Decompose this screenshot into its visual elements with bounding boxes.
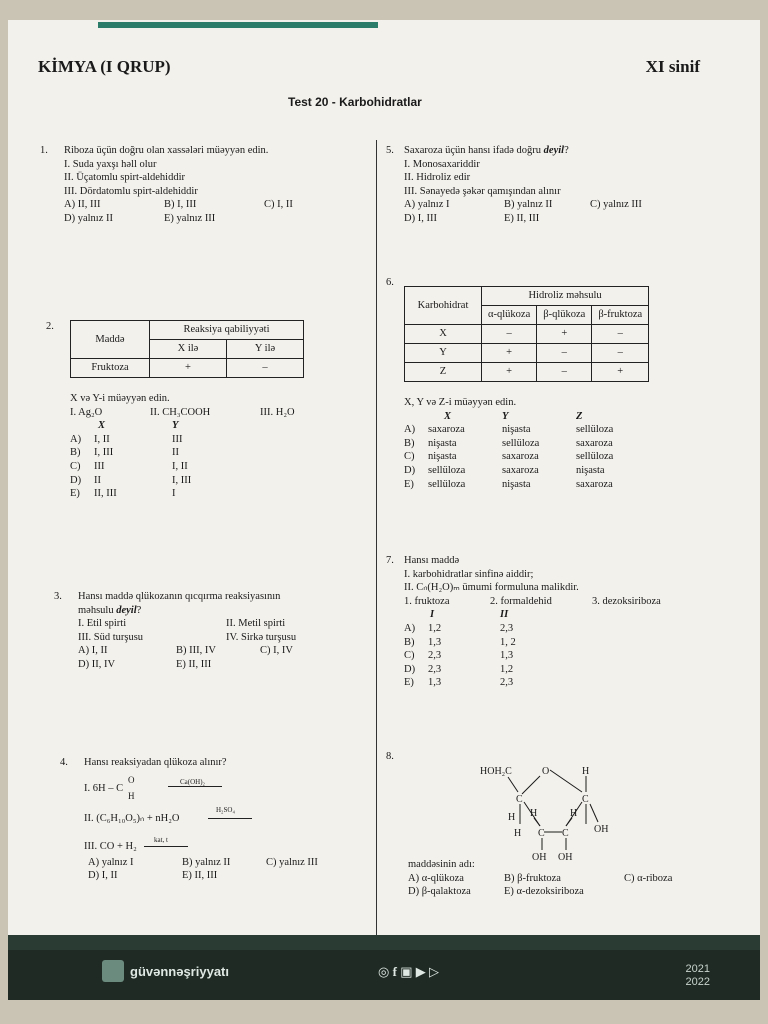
- reaction-2: [84, 805, 374, 830]
- reaction-1: [84, 774, 374, 800]
- column-header: I: [430, 609, 435, 621]
- option-a[interactable]: A) α-qlükoza: [408, 872, 464, 884]
- answer-cell: 1,3: [428, 636, 442, 648]
- struct-text: HOH₂C: [480, 766, 512, 777]
- statement: III. Sənayedə şəkər qamışından alınır: [404, 185, 561, 197]
- struct-text: O: [542, 766, 550, 777]
- table-header: α-qlükoza: [482, 306, 537, 325]
- question-stem: məhsulu: [78, 604, 117, 616]
- globe-icon[interactable]: ◎: [378, 964, 390, 979]
- answer-row[interactable]: [404, 649, 744, 663]
- table-row: [405, 325, 649, 344]
- answer-cell: I: [172, 488, 176, 500]
- subject-title: KİMYA (I QRUP): [38, 57, 171, 76]
- question-3: [54, 590, 370, 672]
- answer-rows: [404, 622, 744, 690]
- option-c[interactable]: C) α-riboza: [624, 872, 673, 884]
- answer-cell: saxaroza: [502, 464, 539, 476]
- struct-text: H: [530, 808, 538, 819]
- question-stem: X, Y və Z-i müəyyən edin.: [404, 397, 517, 408]
- struct-text: OH: [532, 852, 547, 863]
- column-header: X: [98, 420, 106, 432]
- answer-rows: [404, 423, 744, 491]
- option-d[interactable]: D) I, II: [88, 870, 118, 882]
- facebook-icon[interactable]: f: [392, 964, 397, 979]
- question-stem: X və Y-i müəyyən edin.: [70, 393, 170, 404]
- option-e[interactable]: E) II, III: [182, 870, 218, 882]
- question-6: [386, 276, 744, 491]
- table-cell: +: [592, 363, 649, 382]
- answer-cell: I, III: [94, 447, 114, 459]
- column-header: Y: [502, 410, 509, 422]
- question-number: 1.: [40, 145, 48, 156]
- option-item: 3. dezoksiriboza: [592, 595, 661, 607]
- question-number: 2.: [46, 321, 54, 332]
- struct-text: H: [508, 812, 516, 823]
- answer-cell: nişasta: [576, 464, 605, 476]
- answer-cell: nişasta: [428, 451, 457, 463]
- answer-cell: 1,2: [428, 622, 442, 634]
- answer-row[interactable]: [70, 487, 370, 501]
- answer-cell: II, III: [94, 488, 117, 500]
- question-1: [40, 144, 364, 226]
- answer-row[interactable]: [70, 474, 370, 488]
- option-b[interactable]: B) I, III: [164, 199, 197, 211]
- hydrolysis-table: [404, 286, 649, 382]
- answer-row[interactable]: [404, 464, 744, 478]
- answer-cell: 2,3: [500, 622, 514, 634]
- option-c[interactable]: C) I, II: [264, 199, 293, 211]
- answer-cell: saxaroza: [502, 451, 539, 463]
- option-letter: B): [404, 636, 415, 648]
- question-number: 5.: [386, 145, 394, 156]
- question-5: [386, 144, 734, 226]
- publisher-brand: güvənnəşriyyatı: [130, 964, 229, 979]
- option-d[interactable]: D) II, IV: [78, 658, 116, 670]
- answer-cell: III: [172, 433, 183, 445]
- question-stem: Hansı maddə: [404, 555, 460, 566]
- struct-text: C: [516, 794, 523, 805]
- option-d[interactable]: D) yalnız II: [64, 212, 113, 224]
- table-cell: –: [227, 359, 304, 378]
- reaction-formula: II. (C₆H₁₀O₅)ₙ + nH₂O: [84, 812, 180, 824]
- question-stem: maddəsinin adı:: [408, 859, 475, 870]
- worksheet-page: [8, 20, 760, 1000]
- answer-row[interactable]: [404, 636, 744, 650]
- answer-cell: I, II: [172, 460, 188, 472]
- option-e[interactable]: E) II, III: [176, 658, 212, 670]
- option-letter: A): [404, 424, 416, 436]
- table-cell: Fruktoza: [71, 359, 150, 378]
- struct-text: C: [538, 828, 545, 839]
- year-end: 2022: [685, 976, 710, 988]
- statement: III. Dördatomlu spirt-aldehiddir: [64, 185, 198, 197]
- table-cell: +: [150, 359, 227, 378]
- question-stem: Hansı maddə qlükozanın qıcqırma reaksiyasının: [78, 591, 281, 602]
- reaction-formula: I. 6H – C: [84, 782, 124, 794]
- table-header: β-qlükoza: [537, 306, 592, 325]
- answer-row[interactable]: [404, 676, 744, 690]
- option-c[interactable]: C) I, IV: [260, 645, 293, 657]
- option-letter: B): [70, 447, 81, 459]
- option-letter: B): [404, 437, 415, 449]
- answer-cell: 2,3: [428, 650, 442, 662]
- statement: IV. Sirkə turşusu: [226, 631, 297, 643]
- answer-row[interactable]: [404, 622, 744, 636]
- social-icons: [378, 965, 439, 979]
- option-d[interactable]: D) β-qalaktoza: [408, 886, 471, 898]
- question-number: 6.: [386, 277, 394, 288]
- answer-cell: I, II: [94, 433, 110, 445]
- table-cell: Y: [405, 344, 482, 363]
- question-mark: ?: [564, 145, 569, 156]
- answer-row[interactable]: [404, 437, 744, 451]
- answer-cell: saxaroza: [576, 437, 613, 449]
- catalyst-label: Ca(OH)₂: [180, 777, 205, 786]
- play-icon[interactable]: ▷: [428, 964, 439, 979]
- answer-rows: [70, 433, 370, 501]
- answer-cell: saxaroza: [576, 478, 613, 490]
- option-item: 2. formaldehid: [490, 595, 552, 607]
- table-cell: +: [482, 344, 537, 363]
- question-stem: Riboza üçün doğru olan xassələri müəyyən edin.: [64, 145, 269, 156]
- table-header: Maddə: [71, 321, 150, 359]
- aldehyde-o: O: [128, 774, 135, 785]
- option-item: 1. fruktoza: [404, 595, 450, 607]
- table-header: β-fruktoza: [592, 306, 649, 325]
- question-2: [46, 320, 370, 501]
- reaction-table: [70, 320, 304, 378]
- column-header: X: [444, 410, 452, 422]
- statement: I. Monosaxariddir: [404, 158, 480, 170]
- option-letter: C): [70, 460, 81, 472]
- struct-text: C: [562, 828, 569, 839]
- answer-cell: sellüloza: [576, 451, 614, 463]
- option-item: II. CH₃COOH: [150, 406, 211, 418]
- statement: II. Metil spirti: [226, 618, 286, 630]
- option-e[interactable]: E) α-dezoksiriboza: [504, 886, 584, 898]
- instagram-icon[interactable]: ▣: [400, 964, 413, 979]
- answer-cell: sellüloza: [428, 464, 466, 476]
- statement: III. Süd turşusu: [78, 631, 144, 643]
- struct-text: C: [582, 794, 589, 805]
- question-stem: Hansı reaksiyadan qlükoza alınır?: [84, 757, 227, 768]
- statement: II. Üçatomlu spirt-aldehiddir: [64, 172, 186, 184]
- table-row: [405, 363, 649, 382]
- option-a[interactable]: A) yalnız I: [88, 856, 134, 868]
- answer-cell: III: [94, 460, 105, 472]
- table-cell: +: [482, 363, 537, 382]
- struct-text: H: [582, 766, 590, 777]
- statement: I. Suda yaxşı həll olur: [64, 158, 157, 170]
- table-cell: –: [482, 325, 537, 344]
- option-e[interactable]: E) yalnız III: [164, 212, 216, 224]
- table-cell: X: [405, 325, 482, 344]
- option-c[interactable]: C) yalnız III: [590, 199, 642, 211]
- option-letter: D): [404, 464, 416, 476]
- question-number: 3.: [54, 591, 62, 602]
- option-e[interactable]: E) II, III: [504, 212, 540, 224]
- statement: I. Etil spirti: [78, 618, 127, 630]
- option-letter: C): [404, 451, 415, 463]
- answer-cell: sellüloza: [428, 478, 466, 490]
- question-mark: ?: [136, 604, 142, 616]
- answer-row[interactable]: [404, 450, 744, 464]
- reaction-formula: III. CO + H₂: [84, 840, 137, 852]
- question-stem: Saxaroza üçün hansı ifadə doğru: [404, 145, 544, 156]
- grade-title: XI sinif: [645, 57, 700, 76]
- option-d[interactable]: D) I, III: [404, 212, 437, 224]
- answer-row[interactable]: [70, 433, 370, 447]
- test-title: Test 20 - Karbohidratlar: [288, 95, 422, 109]
- option-a[interactable]: A) II, III: [64, 199, 101, 211]
- answer-cell: nişasta: [502, 478, 531, 490]
- option-letter: C): [404, 650, 415, 662]
- answer-cell: 2,3: [428, 663, 442, 675]
- catalyst-label: H₂SO₄: [216, 805, 235, 814]
- catalyst-label: kat, t: [154, 835, 168, 844]
- emphasis: deyil: [543, 145, 565, 156]
- column-header: Z: [576, 410, 583, 422]
- answer-cell: nişasta: [502, 424, 531, 436]
- answer-cell: sellüloza: [502, 437, 540, 449]
- option-a[interactable]: A) I, II: [78, 645, 108, 657]
- table-header: Hidroliz məhsulu: [482, 287, 649, 306]
- table-row: [405, 344, 649, 363]
- reaction-arrow: [144, 846, 188, 847]
- table-header: Reaksiya qabiliyyəti: [150, 321, 304, 340]
- option-b[interactable]: B) β-fruktoza: [504, 872, 561, 884]
- table-header: X ilə: [150, 340, 227, 359]
- year-label: [686, 963, 710, 989]
- table-cell: +: [537, 325, 592, 344]
- question-number: 4.: [60, 757, 68, 768]
- answer-cell: II: [172, 447, 179, 459]
- option-item: I. Ag₂O: [70, 406, 103, 418]
- year-start: 2021: [685, 963, 710, 975]
- question-number: 7.: [386, 555, 394, 566]
- answer-cell: 1, 2: [500, 636, 516, 648]
- option-letter: E): [404, 677, 414, 689]
- struct-text: OH: [558, 852, 573, 863]
- answer-cell: nişasta: [428, 437, 457, 449]
- reaction-arrow: [208, 818, 252, 819]
- answer-cell: 1,3: [428, 677, 442, 689]
- answer-cell: saxaroza: [428, 424, 465, 436]
- answer-cell: 2,3: [500, 677, 514, 689]
- option-letter: E): [70, 488, 80, 500]
- option-a[interactable]: A) yalnız I: [404, 199, 450, 211]
- table-cell: –: [592, 344, 649, 363]
- table-cell: –: [592, 325, 649, 344]
- table-header: Karbohidrat: [405, 287, 482, 325]
- option-b[interactable]: B) yalnız II: [504, 199, 553, 211]
- statement: II. Cₙ(H₂O)ₘ ümumi formuluna malikdir.: [404, 582, 579, 594]
- answer-row[interactable]: [70, 460, 370, 474]
- option-b[interactable]: B) yalnız II: [182, 856, 231, 868]
- answer-row[interactable]: [404, 478, 744, 492]
- reaction-arrow: [168, 786, 222, 787]
- column-divider: [376, 140, 377, 940]
- ribose-structure: [478, 760, 638, 870]
- struct-text: H: [514, 828, 522, 839]
- option-c[interactable]: C) yalnız III: [266, 856, 318, 868]
- table-cell: –: [537, 363, 592, 382]
- aldehyde-h: H: [128, 790, 135, 801]
- option-letter: D): [70, 474, 82, 486]
- column-header: Y: [172, 420, 179, 432]
- option-item: III. H₂O: [260, 406, 295, 418]
- answer-row[interactable]: [70, 446, 370, 460]
- statement: I. karbohidratlar sinfinə aiddir;: [404, 568, 534, 580]
- reaction-3: [84, 836, 374, 856]
- option-letter: A): [404, 622, 416, 634]
- struct-text: OH: [594, 824, 609, 835]
- question-number: 8.: [386, 751, 394, 762]
- answer-row[interactable]: [404, 663, 744, 677]
- emphasis: deyil: [116, 604, 137, 616]
- answer-row[interactable]: [404, 423, 744, 437]
- column-header: II: [500, 609, 509, 621]
- answer-cell: I, III: [172, 474, 192, 486]
- option-letter: A): [70, 433, 82, 445]
- option-letter: E): [404, 478, 414, 490]
- top-accent-bar: [98, 22, 378, 28]
- question-4: [60, 756, 374, 883]
- table-cell: Z: [405, 363, 482, 382]
- answer-cell: 1,3: [500, 650, 514, 662]
- table-header: Y ilə: [227, 340, 304, 359]
- option-letter: D): [404, 663, 416, 675]
- publisher-logo-icon: [102, 960, 124, 982]
- answer-cell: 1,2: [500, 663, 514, 675]
- question-8-options: [408, 858, 748, 899]
- answer-cell: II: [94, 474, 101, 486]
- answer-cell: sellüloza: [576, 424, 614, 436]
- question-7: [386, 554, 744, 690]
- table-cell: –: [537, 344, 592, 363]
- statement: II. Hidroliz edir: [404, 172, 471, 184]
- youtube-icon[interactable]: ▶: [415, 964, 426, 979]
- struct-text: H: [570, 808, 578, 819]
- option-b[interactable]: B) III, IV: [176, 645, 216, 657]
